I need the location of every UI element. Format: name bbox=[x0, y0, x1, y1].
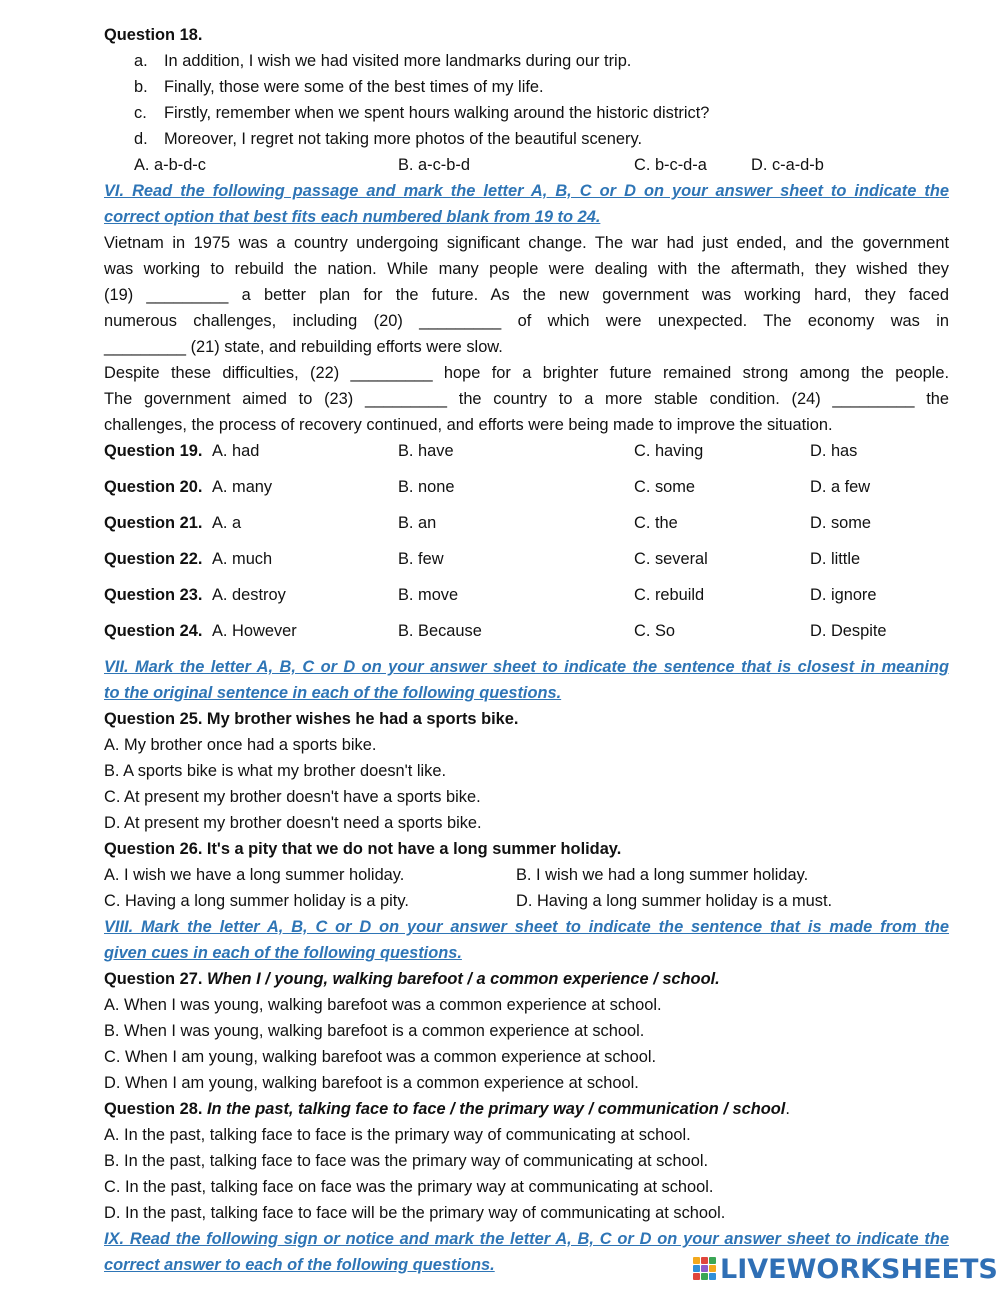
question-label: Question 22. bbox=[104, 550, 203, 568]
option-a[interactable]: A. destroy bbox=[212, 586, 286, 604]
passage-line: _________ (21) state, and rebuilding efforts were slow. bbox=[104, 338, 503, 356]
question-26-title: Question 26. It's a pity that we do not have a long summer holiday. bbox=[104, 840, 622, 858]
option-b[interactable]: B. an bbox=[398, 514, 437, 532]
option-b[interactable]: B. a-c-b-d bbox=[398, 156, 470, 174]
question-28-option-d[interactable]: D. In the past, talking face to face will be the primary way of communicating at school. bbox=[104, 1204, 726, 1222]
question-label: Question 24. bbox=[104, 622, 203, 640]
question-19-row bbox=[104, 438, 949, 474]
question-label: Question 21. bbox=[104, 514, 203, 532]
question-24-row bbox=[104, 618, 949, 654]
question-label: Question 28. bbox=[104, 1100, 203, 1118]
question-27-option-c[interactable]: C. When I am young, walking barefoot was a common experience at school. bbox=[104, 1048, 657, 1066]
item-text: Finally, those were some of the best times of my life. bbox=[164, 78, 544, 96]
question-label: Question 23. bbox=[104, 586, 203, 604]
liveworksheets-logo[interactable] bbox=[693, 1252, 998, 1286]
question-23-row bbox=[104, 582, 949, 618]
item-letter: d. bbox=[134, 130, 148, 148]
option-b[interactable]: B. none bbox=[398, 478, 455, 496]
question-26-option-b[interactable]: B. I wish we had a long summer holiday. bbox=[516, 866, 809, 884]
passage-line: challenges, the process of recovery continued, and efforts were being made to improve the situation. bbox=[104, 416, 833, 434]
section-8-heading-line-2: given cues in each of the following questions. bbox=[104, 944, 462, 962]
question-27-option-a[interactable]: A. When I was young, walking barefoot was a common experience at school. bbox=[104, 996, 662, 1014]
passage-line: was working to rebuild the nation. While many people were dealing with the aftermath, they wished they bbox=[104, 260, 949, 278]
option-c[interactable]: C. having bbox=[634, 442, 704, 460]
question-26-options-row-1 bbox=[104, 862, 949, 888]
option-a[interactable]: A. much bbox=[212, 550, 273, 568]
section-6-passage bbox=[104, 230, 949, 438]
section-7-heading-line-1: VII. Mark the letter A, B, C or D on your answer sheet to indicate the sentence that is closest in meaning bbox=[104, 658, 949, 676]
section-9-heading-line-1: IX. Read the following sign or notice and mark the letter A, B, C or D on your answer sheet to indicate the bbox=[104, 1230, 949, 1248]
question-18-item-b bbox=[134, 74, 949, 100]
option-d[interactable]: D. ignore bbox=[810, 586, 877, 604]
item-letter: a. bbox=[134, 52, 148, 70]
option-a[interactable]: A. a bbox=[212, 514, 242, 532]
passage-line: (19) _________ a better plan for the future. As the new government was working hard, they faced bbox=[104, 286, 949, 304]
option-a[interactable]: A. a-b-d-c bbox=[134, 156, 206, 174]
liveworksheets-logo-text: LIVEWORKSHEETS bbox=[720, 1253, 998, 1285]
question-cue-end: . bbox=[785, 1100, 790, 1118]
question-cue: When I / young, walking barefoot / a common experience / school. bbox=[206, 970, 720, 988]
option-d[interactable]: D. little bbox=[810, 550, 861, 568]
question-21-row bbox=[104, 510, 949, 546]
passage-line: Vietnam in 1975 was a country undergoing significant change. The war had just ended, and the government bbox=[104, 234, 949, 252]
question-28-option-a[interactable]: A. In the past, talking face to face is the primary way of communicating at school. bbox=[104, 1126, 691, 1144]
question-28-option-c[interactable]: C. In the past, talking face on face was the primary way at communicating at school. bbox=[104, 1178, 714, 1196]
question-27-option-d[interactable]: D. When I am young, walking barefoot is a common experience at school. bbox=[104, 1074, 639, 1092]
section-8-heading-line-1: VIII. Mark the letter A, B, C or D on your answer sheet to indicate the sentence that is made from the bbox=[104, 918, 949, 936]
option-b[interactable]: B. Because bbox=[398, 622, 482, 640]
passage-line: numerous challenges, including (20) _________ of which were unexpected. The economy was in bbox=[104, 312, 949, 330]
option-c[interactable]: C. the bbox=[634, 514, 678, 532]
option-b[interactable]: B. have bbox=[398, 442, 454, 460]
option-b[interactable]: B. move bbox=[398, 586, 459, 604]
section-6-heading-line-1: VI. Read the following passage and mark the letter A, B, C or D on your answer sheet to indicate the bbox=[104, 182, 949, 200]
question-18-items bbox=[104, 48, 949, 152]
question-28-option-b[interactable]: B. In the past, talking face to face was the primary way of communicating at school. bbox=[104, 1152, 709, 1170]
question-26-option-d[interactable]: D. Having a long summer holiday is a must. bbox=[516, 892, 833, 910]
option-b[interactable]: B. few bbox=[398, 550, 444, 568]
item-text: Firstly, remember when we spent hours walking around the historic district? bbox=[164, 104, 710, 122]
question-18-item-c bbox=[134, 100, 949, 126]
section-9-heading-line-2: correct answer to each of the following questions. bbox=[104, 1256, 495, 1274]
section-6-heading-line-2: correct option that best fits each numbered blank from 19 to 24. bbox=[104, 208, 601, 226]
question-26-option-c[interactable]: C. Having a long summer holiday is a pity. bbox=[104, 892, 409, 910]
question-26-option-a[interactable]: A. I wish we have a long summer holiday. bbox=[104, 866, 405, 884]
worksheet-page bbox=[104, 22, 949, 1278]
question-20-row bbox=[104, 474, 949, 510]
question-25-option-c[interactable]: C. At present my brother doesn't have a sports bike. bbox=[104, 788, 481, 806]
option-d[interactable]: D. a few bbox=[810, 478, 871, 496]
question-25-option-b[interactable]: B. A sports bike is what my brother doesn't like. bbox=[104, 762, 447, 780]
option-a[interactable]: A. had bbox=[212, 442, 260, 460]
section-7-heading-line-2: to the original sentence in each of the following questions. bbox=[104, 684, 562, 702]
passage-line: The government aimed to (23) _________ the country to a more stable condition. (24) _________ the bbox=[104, 390, 949, 408]
question-27-option-b[interactable]: B. When I was young, walking barefoot is a common experience at school. bbox=[104, 1022, 645, 1040]
question-18-item-a bbox=[134, 48, 949, 74]
question-18-options bbox=[104, 152, 949, 178]
passage-line: Despite these difficulties, (22) _________ hope for a brighter future remained strong among the people. bbox=[104, 364, 949, 382]
question-22-row bbox=[104, 546, 949, 582]
option-c[interactable]: C. b-c-d-a bbox=[634, 156, 707, 174]
question-25-title: Question 25. My brother wishes he had a sports bike. bbox=[104, 710, 519, 728]
option-d[interactable]: D. c-a-d-b bbox=[751, 156, 824, 174]
option-d[interactable]: D. some bbox=[810, 514, 872, 532]
question-27-title bbox=[104, 966, 949, 992]
option-d[interactable]: D. Despite bbox=[810, 622, 887, 640]
question-18-title: Question 18. bbox=[104, 26, 203, 44]
option-a[interactable]: A. However bbox=[212, 622, 297, 640]
question-28-title bbox=[104, 1096, 949, 1122]
option-a[interactable]: A. many bbox=[212, 478, 273, 496]
item-letter: c. bbox=[134, 104, 147, 122]
liveworksheets-grid-icon bbox=[693, 1256, 717, 1282]
question-label: Question 19. bbox=[104, 442, 203, 460]
question-cue: In the past, talking face to face / the primary way / communication / school bbox=[206, 1100, 786, 1118]
option-d[interactable]: D. has bbox=[810, 442, 858, 460]
section-6-questions bbox=[104, 438, 949, 654]
question-25-option-d[interactable]: D. At present my brother doesn't need a sports bike. bbox=[104, 814, 482, 832]
question-label: Question 20. bbox=[104, 478, 203, 496]
question-25-option-a[interactable]: A. My brother once had a sports bike. bbox=[104, 736, 377, 754]
option-c[interactable]: C. So bbox=[634, 622, 675, 640]
option-c[interactable]: C. rebuild bbox=[634, 586, 705, 604]
item-letter: b. bbox=[134, 78, 148, 96]
item-text: Moreover, I regret not taking more photos of the beautiful scenery. bbox=[164, 130, 643, 148]
question-label: Question 27. bbox=[104, 970, 203, 988]
question-26-options-row-2 bbox=[104, 888, 949, 914]
option-c[interactable]: C. several bbox=[634, 550, 708, 568]
option-c[interactable]: C. some bbox=[634, 478, 696, 496]
question-18-item-d bbox=[134, 126, 949, 152]
item-text: In addition, I wish we had visited more landmarks during our trip. bbox=[164, 52, 632, 70]
